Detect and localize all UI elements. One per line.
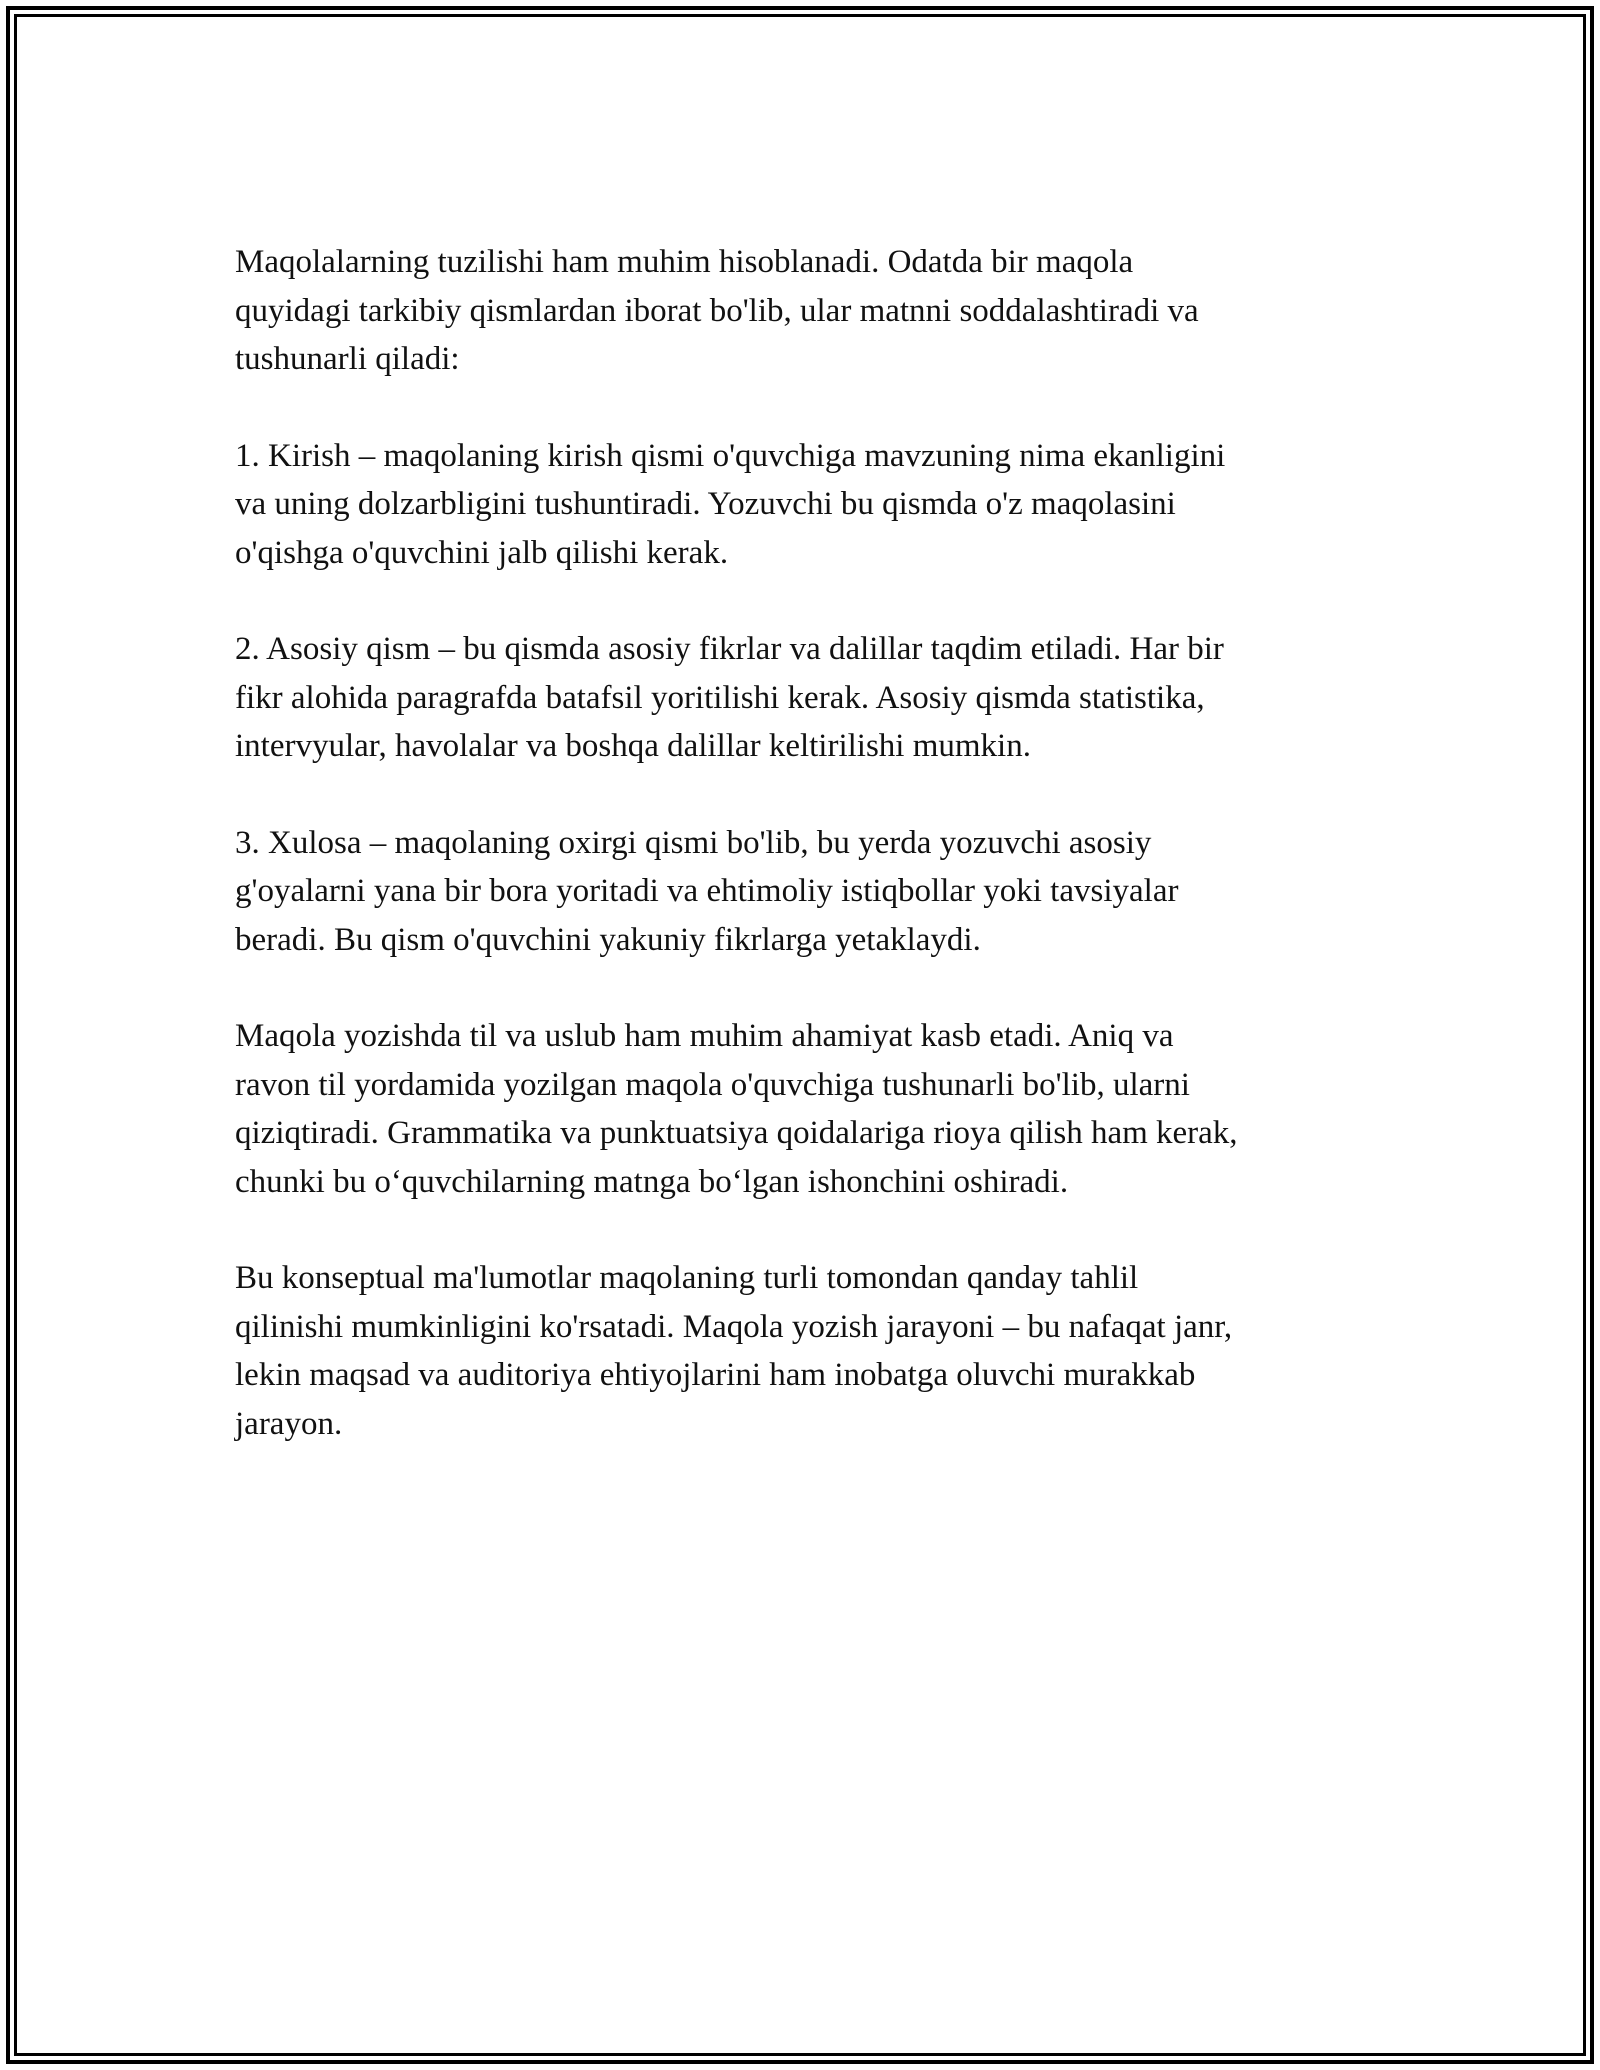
- paragraph-structure-intro: [235, 238, 1365, 384]
- paragraph-language-style: [235, 1012, 1365, 1206]
- text-line: lekin maqsad va auditoriya ehtiyojlarini ham inobatga oluvchi murakkab: [235, 1357, 1196, 1393]
- text-line: ravon til yordamida yozilgan maqola o'quvchiga tushunarli bo'lib, ularni: [235, 1066, 1190, 1103]
- text-line: o'qishga o'quvchini jalb qilishi kerak.: [235, 534, 729, 571]
- paragraph-conclusion-item: [235, 819, 1365, 965]
- text-line: intervyular, havolalar va boshqa dalillar keltirilishi mumkin.: [235, 728, 1031, 764]
- text-line: qiziqtiradi. Grammatika va punktuatsiya qoidalariga rioya qilish ham kerak,: [235, 1115, 1238, 1151]
- text-line: fikr alohida paragrafda batafsil yoritilishi kerak. Asosiy qismda statistika,: [235, 679, 1205, 716]
- text-line: quyidagi tarkibiy qismlardan iborat bo'lib, ular matnni soddalashtiradi va: [235, 292, 1199, 329]
- text-line: Maqola yozishda til va uslub ham muhim ahamiyat kasb etadi. Aniq va: [235, 1018, 1174, 1054]
- paragraph-main-part-item: [235, 625, 1365, 771]
- document-body: [235, 238, 1365, 1496]
- text-line: jarayon.: [235, 1405, 343, 1442]
- text-line: va uning dolzarbligini tushuntiradi. Yozuvchi bu qismda o'z maqolasini: [235, 486, 1176, 522]
- text-line: 2. Asosiy qism – bu qismda asosiy fikrlar va dalillar taqdim etiladi. Har bir: [235, 631, 1224, 667]
- text-line: g'oyalarni yana bir bora yoritadi va ehtimoliy istiqbollar yoki tavsiyalar: [235, 873, 1179, 909]
- text-line: tushunarli qiladi:: [235, 341, 460, 377]
- paragraph-introduction-item: [235, 432, 1365, 578]
- paragraph-summary: [235, 1254, 1365, 1448]
- text-line: Bu konseptual ma'lumotlar maqolaning turli tomondan qanday tahlil: [235, 1260, 1139, 1296]
- text-line: beradi. Bu qism o'quvchini yakuniy fikrlarga yetaklaydi.: [235, 921, 981, 958]
- text-line: chunki bu o‘quvchilarning matnga bo‘lgan ishonchini oshiradi.: [235, 1163, 1069, 1200]
- text-line: Maqolalarning tuzilishi ham muhim hisoblanadi. Odatda bir maqola: [235, 244, 1134, 280]
- text-line: 1. Kirish – maqolaning kirish qismi o'quvchiga mavzuning nima ekanligini: [235, 437, 1226, 474]
- text-line: qilinishi mumkinligini ko'rsatadi. Maqola yozish jarayoni – bu nafaqat janr,: [235, 1308, 1233, 1345]
- text-line: 3. Xulosa – maqolaning oxirgi qismi bo'lib, bu yerda yozuvchi asosiy: [235, 824, 1152, 861]
